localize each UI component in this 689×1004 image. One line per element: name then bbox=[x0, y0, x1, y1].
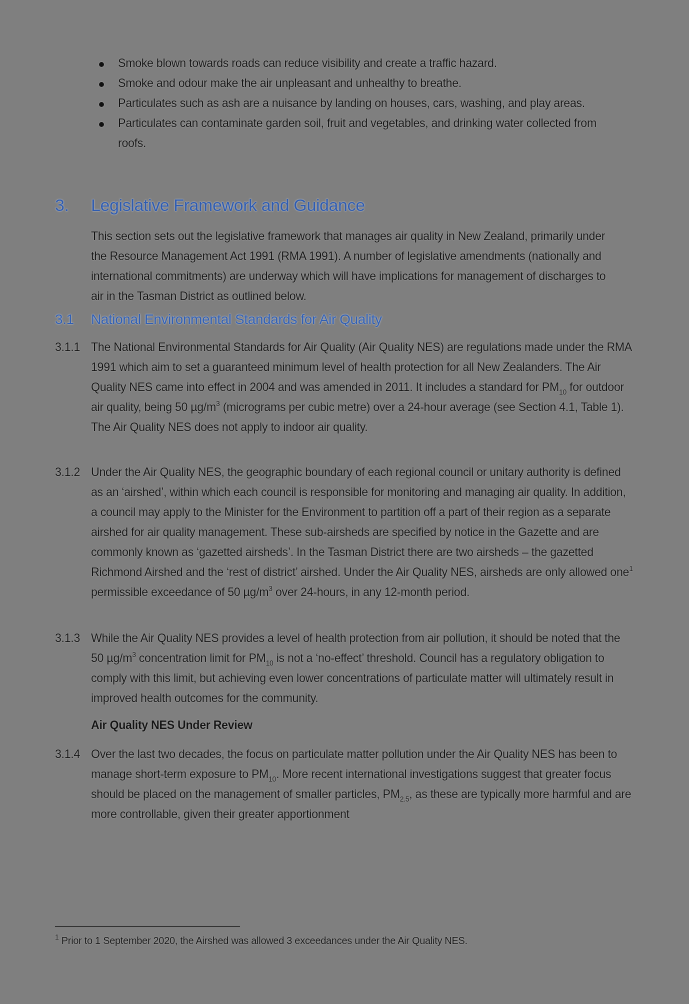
paragraph-number: 3.1.3 bbox=[55, 632, 81, 645]
bullet-item bbox=[92, 54, 612, 74]
text-run: concentration limit for PM bbox=[135, 652, 266, 665]
text-run: Over the last two decades, the focus on particulate matter pollution under the Air Quality NES has been to manage short-term exposure to PM bbox=[91, 748, 618, 781]
bullet-text: Particulates can contaminate garden soil, fruit and vegetables, and drinking water collected from roofs. bbox=[118, 117, 597, 150]
section-number: 3. bbox=[55, 196, 69, 215]
bullet-item bbox=[92, 114, 612, 154]
paragraph-body bbox=[91, 463, 635, 603]
subsection-heading bbox=[55, 309, 382, 329]
paragraph-3-1-2 bbox=[55, 463, 635, 603]
bullet-item bbox=[92, 74, 612, 94]
text-run: (micrograms per cubic metre) over a 24-hour average (see Section 4.1, Table 1). The Air Quality NES does not apply to indoor air quality. bbox=[91, 401, 624, 434]
text-run: is not a ‘no-effect’ threshold. Council has a regulatory obligation to comply with this limit, but achieving even lower concentrations of particulate matter will ultimately result in improved health outcomes for the community. bbox=[91, 652, 614, 705]
paragraph-number: 3.1.1 bbox=[55, 341, 81, 354]
impact-bullet-list bbox=[92, 54, 612, 154]
text-run: over 24-hours, in any 12-month period. bbox=[272, 586, 470, 599]
footnote-text: Prior to 1 September 2020, the Airshed was allowed 3 exceedances under the Air Quality NES. bbox=[58, 936, 468, 947]
subsection-number: 3.1 bbox=[55, 311, 74, 327]
paragraph-3-1-4 bbox=[55, 745, 635, 825]
subscript: 10 bbox=[268, 776, 277, 784]
text-run: for outdoor air quality, being 50 µg/m bbox=[91, 381, 624, 414]
section-title: Legislative Framework and Guidance bbox=[91, 196, 365, 215]
subsection-title: National Environmental Standards for Air Quality bbox=[91, 311, 382, 327]
subscript: 2.5 bbox=[399, 796, 410, 804]
paragraph-body bbox=[91, 629, 635, 709]
footnote-reference[interactable]: 1 bbox=[629, 566, 633, 574]
footnote-marker: 1 bbox=[55, 934, 59, 942]
paragraph-number: 3.1.2 bbox=[55, 466, 81, 479]
bullet-text: Particulates such as ash are a nuisance by landing on houses, cars, washing, and play areas. bbox=[118, 97, 585, 110]
text-run: Under the Air Quality NES, the geographic boundary of each regional council or unitary authority is defined as an ‘airshed’, within which each council is responsible for monitoring and managing air quality. In addition, a council may apply to the Minister for the Environment to partition off a part of their region as a separate airshed for air quality management. These sub-airsheds are specified by notice in the Gazette and are commonly known as ‘gazetted airsheds’. In the Tasman District there are two airsheds – the gazetted Richmond Airshed and the ‘rest of district’ airshed. Under the Air Quality NES, airsheds are only allowed one bbox=[91, 466, 630, 579]
section-intro: This section sets out the legislative framework that manages air quality in New Zealand, primarily under the Resource Management Act 1991 (RMA 1991). A number of legislative amendments (nationally and international commitments) are underway which will have implications for management of discharges to air in the Tasman District as outlined below. bbox=[91, 230, 606, 303]
text-run: , as these are typically more harmful and are more controllable, given their greater apportionment bbox=[91, 788, 632, 821]
superscript: 3 bbox=[268, 586, 273, 594]
bullet-item bbox=[92, 94, 612, 114]
bullet-icon bbox=[99, 122, 104, 127]
superscript: 3 bbox=[132, 652, 136, 660]
bullet-icon bbox=[99, 62, 104, 67]
paragraph-body bbox=[91, 745, 635, 825]
text-run: The National Environmental Standards for Air Quality (Air Quality NES) are regulations made under the RMA 1991 which aim to set a guaranteed minimum level of health protection for all New Zealanders. The Air Quality NES came into effect in 2004 and was amended in 2011. It includes a standard for PM bbox=[91, 341, 632, 394]
paragraph-3-1-3 bbox=[55, 629, 635, 709]
text-run: While the Air Quality NES provides a level of health protection from air pollution, it should be noted that the 50 µg/m bbox=[91, 632, 621, 665]
paragraph-3-1-1 bbox=[55, 338, 635, 438]
text-run: permissible exceedance of 50 µg/m bbox=[91, 586, 269, 599]
subheading-nes-review: Air Quality NES Under Review bbox=[91, 719, 253, 732]
bullet-icon bbox=[99, 102, 104, 107]
footnote-separator bbox=[55, 926, 240, 927]
subscript: 10 bbox=[265, 660, 274, 668]
paragraph-body bbox=[91, 338, 635, 438]
bullet-icon bbox=[99, 82, 104, 87]
bullet-text: Smoke and odour make the air unpleasant and unhealthy to breathe. bbox=[118, 77, 462, 90]
section-heading bbox=[55, 194, 365, 218]
superscript: 3 bbox=[216, 401, 220, 409]
subscript: 10 bbox=[558, 389, 567, 397]
text-run: . More recent international investigations suggest that greater focus should be placed on the management of smaller particles, PM bbox=[91, 768, 612, 801]
bullet-text: Smoke blown towards roads can reduce visibility and create a traffic hazard. bbox=[118, 57, 497, 70]
footnote bbox=[55, 934, 467, 950]
paragraph-number: 3.1.4 bbox=[55, 748, 81, 761]
